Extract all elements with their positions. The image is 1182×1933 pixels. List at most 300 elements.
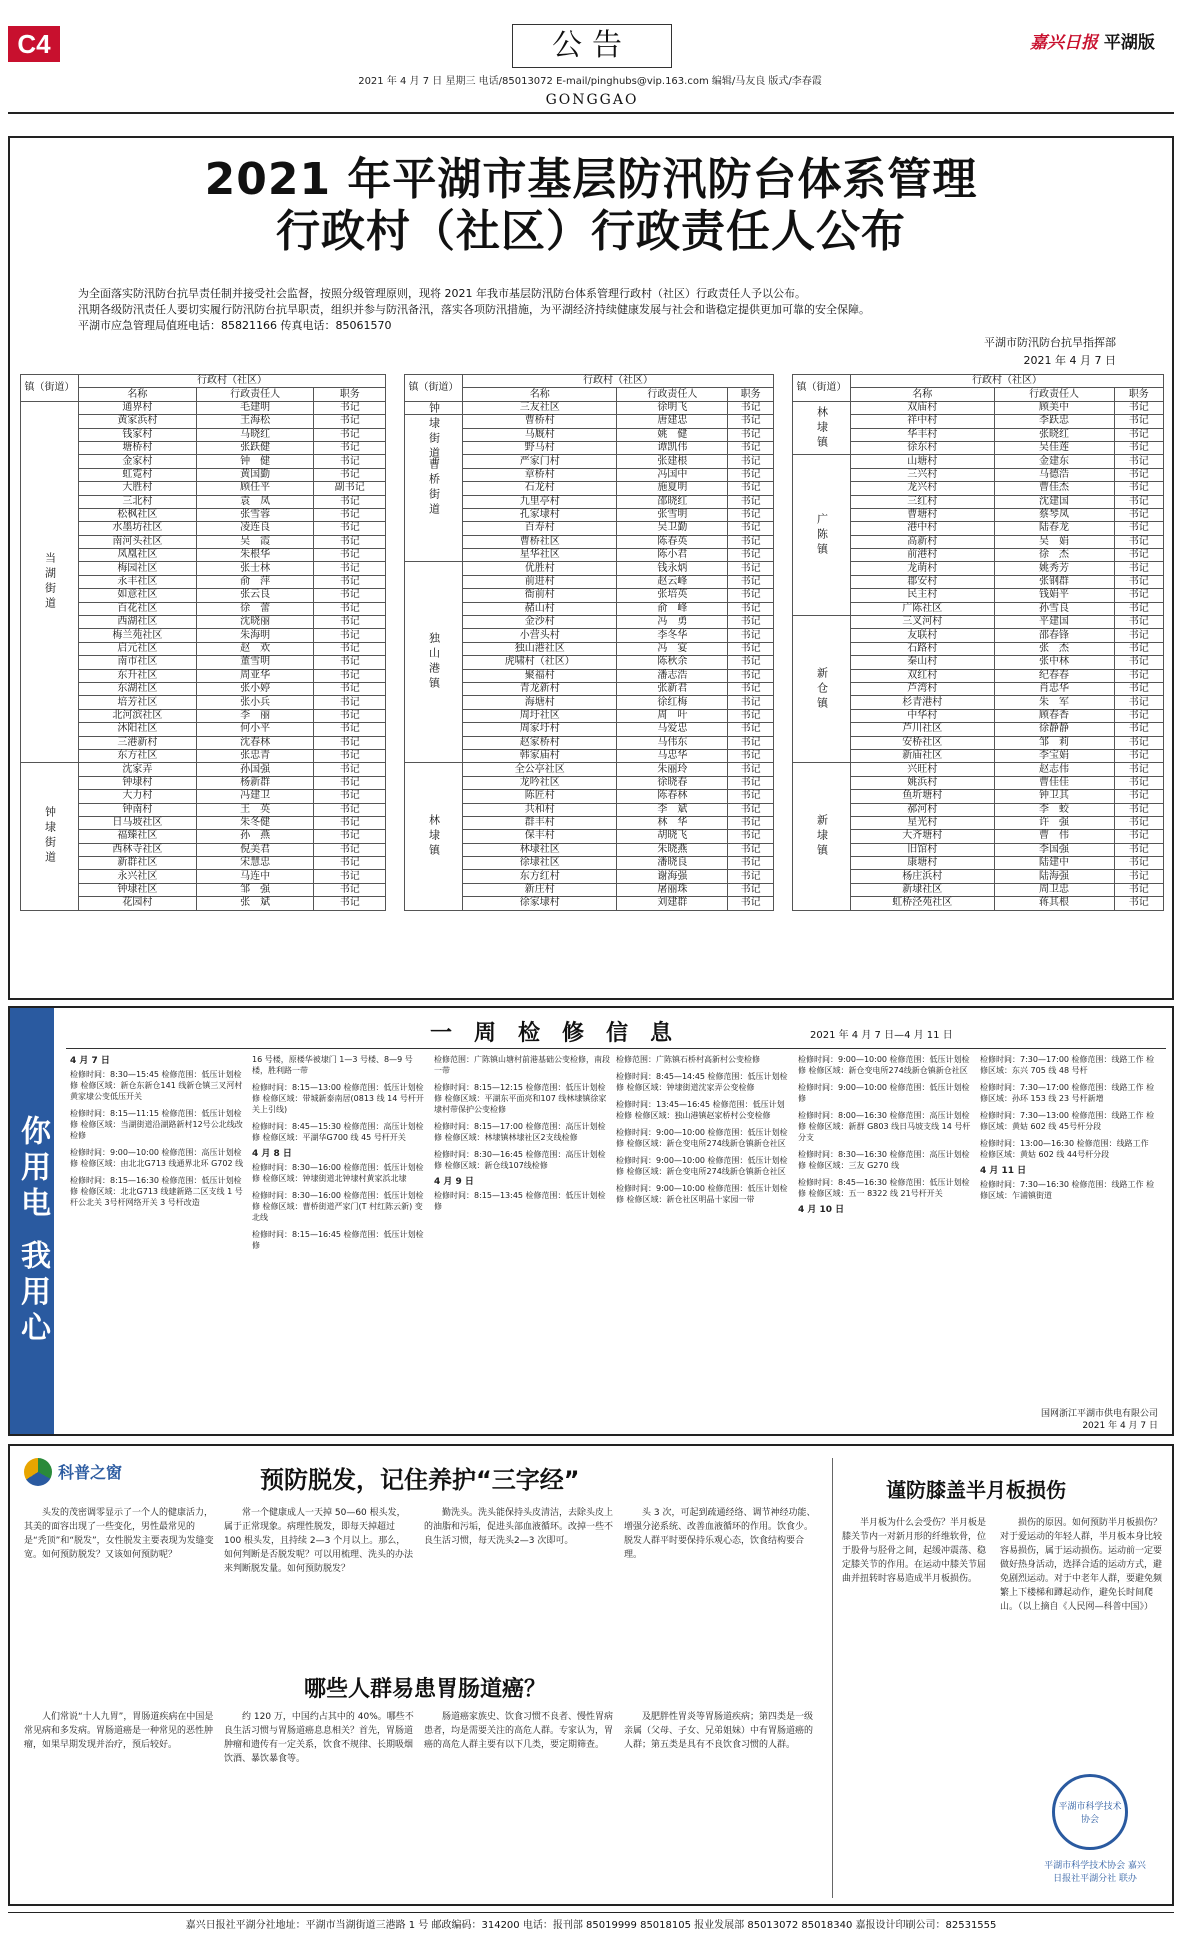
maintenance-entry: 16 号楼，原楼华被埭门 1—3 号楼、8—9 号楼，胜利路一带 [252, 1055, 413, 1075]
table-row [793, 455, 1164, 468]
duty-cell: 书记 [728, 696, 774, 709]
duty-cell: 书记 [728, 401, 774, 414]
village-cell: 东升社区 [79, 669, 197, 682]
duty-cell: 书记 [728, 602, 774, 615]
maintenance-entry: 检修时间：9:00—10:00 检修范围：低压计划检修 检修区域：新仓变电所274线新仓镇新仓社区 [616, 1128, 788, 1148]
duty-cell: 书记 [314, 562, 386, 575]
duty-cell: 书记 [1114, 616, 1163, 629]
person-cell: 李冬华 [617, 629, 728, 642]
duty-cell: 书记 [728, 575, 774, 588]
duty-cell: 书记 [314, 455, 386, 468]
duty-cell: 书记 [728, 562, 774, 575]
person-cell: 张建根 [617, 455, 728, 468]
village-cell: 凤凰社区 [79, 549, 197, 562]
maintenance-date: 4 月 10 日 [798, 1205, 845, 1215]
village-cell: 山塘村 [851, 455, 995, 468]
maintenance-entry: 检修时间：8:15—11:15 检修范围：低压计划检修 检修区域：当湖街道沿湖路新村12号公北线改检修 [70, 1109, 243, 1140]
page-code: C4 [8, 26, 60, 62]
table-row [21, 401, 386, 414]
village-cell: 小营头村 [463, 629, 617, 642]
village-cell: 钟埭社区 [79, 883, 197, 896]
duty-cell: 书记 [728, 428, 774, 441]
article-column: 半月板为什么会受伤？半月板是膝关节内一对新月形的纤维软骨，位于股骨与胫骨之间，起缓冲震荡、稳定膝关节的作用。在运动中膝关节屈曲并扭转时容易造成半月板损伤。 [842, 1518, 987, 1584]
village-cell: 花园村 [79, 897, 197, 910]
maintenance-entry: 检修时间：8:15—13:00 检修范围：低压计划检修 检修区域：带城新泰南居(0813 线 14 号杆开关上引线) [252, 1083, 424, 1114]
duty-cell: 书记 [1114, 575, 1163, 588]
duty-cell: 书记 [1114, 696, 1163, 709]
duty-cell: 书记 [314, 790, 386, 803]
village-cell: 梅兰苑社区 [79, 629, 197, 642]
person-cell: 张中林 [994, 656, 1114, 669]
article-column: 常一个健康成人一天掉 50—60 根头发，属于正常现象。病理性脱发，即每天掉超过 100 根头发，且持续 2—3 个月以上。那么，如何判断是否脱发呢？可以用梳理、洗头的办法来判断脱发量。如何预防脱发？ [224, 1508, 414, 1574]
page-footer: 嘉兴日报社平湖分社地址：平湖市当湖街道三港路 1 号 邮政编码：314200 电话：报刊部 85019999 85018105 报业发展部 85013072 85018340 嘉报设计印刷公司：82531555 [8, 1912, 1174, 1931]
duty-cell: 书记 [314, 616, 386, 629]
person-cell: 吴 娟 [994, 535, 1114, 548]
duty-cell: 书记 [314, 575, 386, 588]
maintenance-entry: 检修时间：8:30—16:30 检修范围：高压计划检修 检修区域：三友 G270 线 [798, 1150, 970, 1170]
village-cell: 全公亭社区 [463, 763, 617, 776]
village-cell: 曹桥村 [463, 415, 617, 428]
village-cell: 三叉河村 [851, 616, 995, 629]
person-cell: 张忠青 [196, 749, 314, 762]
article-column: 损伤的原因。如何预防半月板损伤？对于爱运动的年轻人群，半月板本身比较容易损伤，属于运动损伤。运动前一定要做好热身活动，选择合适的运动方式，避免剧烈运动。对于中老年人群，要避免频繁上下楼梯和蹲起动作，避免长时间爬山。（以上摘自《人民网—科普中国》） [1000, 1518, 1163, 1612]
person-cell: 曹佳杰 [994, 482, 1114, 495]
duty-cell: 书记 [728, 790, 774, 803]
duty-cell: 书记 [314, 857, 386, 870]
duty-cell: 书记 [728, 803, 774, 816]
duty-cell: 书记 [728, 857, 774, 870]
person-cell: 何小平 [196, 723, 314, 736]
article-title: 哪些人群易患胃肠道癌？ [304, 1677, 547, 1702]
maintenance-org: 国网浙江平湖市供电有限公司 [1040, 1409, 1158, 1419]
paper-edition: 平湖版 [1103, 33, 1155, 53]
maintenance-date: 4 月 11 日 [980, 1166, 1027, 1176]
duty-cell: 书记 [314, 736, 386, 749]
person-cell: 董雪明 [196, 656, 314, 669]
village-cell: 百花社区 [79, 602, 197, 615]
maintenance-column [798, 1054, 974, 1430]
village-cell: 九里亭村 [463, 495, 617, 508]
maintenance-entry: 检修时间：7:30—17:00 检修范围：线路工作 检修区域：孙环 153 线 23 号杆新增 [980, 1083, 1155, 1103]
village-cell: 金家村 [79, 455, 197, 468]
maintenance-side-banner: 你用电 我用心 [10, 1008, 54, 1434]
duty-cell: 书记 [728, 629, 774, 642]
duty-cell: 书记 [314, 763, 386, 776]
village-cell: 南市社区 [79, 656, 197, 669]
village-cell: 三兴村 [851, 468, 995, 481]
duty-cell: 书记 [1114, 401, 1163, 414]
person-cell: 张雪明 [617, 508, 728, 521]
maintenance-date: 4 月 7 日 [70, 1056, 110, 1066]
duty-cell: 书记 [1114, 709, 1163, 722]
duty-cell: 书记 [728, 816, 774, 829]
duty-cell: 书记 [1114, 803, 1163, 816]
person-cell: 邵春锋 [994, 629, 1114, 642]
village-cell: 衙前村 [463, 589, 617, 602]
person-cell: 姚 健 [617, 428, 728, 441]
person-cell: 张云良 [196, 589, 314, 602]
village-cell: 新庄村 [463, 883, 617, 896]
village-cell: 大胜村 [79, 482, 197, 495]
table-row [793, 616, 1164, 629]
maintenance-entry: 检修时间：8:30—15:45 检修范围：低压计划检修 检修区域：新仓东新仓141 线新仓镇三叉河村黄家埭公变低压开关 [70, 1070, 243, 1101]
maintenance-entry: 检修时间：7:30—16:30 检修范围：线路工作 检修区域：乍浦镇街道 [980, 1180, 1155, 1200]
village-cell: 韩家庙村 [463, 749, 617, 762]
col-village-group: 行政村（社区） [463, 375, 774, 388]
duty-cell: 书记 [1114, 816, 1163, 829]
duty-cell: 书记 [728, 736, 774, 749]
village-cell: 曹桥社区 [463, 535, 617, 548]
article-title: 预防脱发，记住养护“三字经” [260, 1466, 580, 1494]
duty-cell: 书记 [1114, 883, 1163, 896]
person-cell: 马忠华 [617, 749, 728, 762]
village-cell: 曹塘村 [851, 508, 995, 521]
duty-cell: 书记 [314, 723, 386, 736]
person-cell: 马爱忠 [617, 723, 728, 736]
village-cell: 马厩村 [463, 428, 617, 441]
person-cell: 钱娟平 [994, 589, 1114, 602]
duty-cell: 书记 [728, 656, 774, 669]
maintenance-entry: 检修时间：13:00—16:30 检修范围：线路工作 检修区域：黄姑 602 线 44号杆分段 [980, 1139, 1149, 1159]
person-cell: 赵 欢 [196, 642, 314, 655]
association-emblem-icon [1052, 1774, 1128, 1850]
person-cell: 曹佳佳 [994, 776, 1114, 789]
village-cell: 钱家村 [79, 428, 197, 441]
maintenance-entry: 检修时间：8:30—16:00 检修范围：低压计划检修 检修区域：钟埭街道北钟埭村黄家浜北埭 [252, 1163, 424, 1183]
maintenance-rule [66, 1048, 1166, 1049]
person-cell: 许 强 [994, 816, 1114, 829]
maintenance-entry: 检修时间：7:30—17:00 检修范围：线路工作 检修区域：东兴 705 线 48 号杆 [980, 1055, 1155, 1075]
duty-cell: 书记 [314, 816, 386, 829]
village-cell: 徐埭社区 [463, 857, 617, 870]
village-cell: 大力村 [79, 790, 197, 803]
col-town: 镇（街道） [405, 375, 463, 402]
village-cell: 徐东村 [851, 441, 995, 454]
article-column: 头 3 次，可起到疏通经络、调节神经功能、增强分泌系统、改善血液循环的作用。饮食少。脱发人群平时要保持乐观心态，饮食结构要合理。 [624, 1508, 816, 1560]
duty-cell: 书记 [314, 629, 386, 642]
duty-cell: 书记 [314, 776, 386, 789]
village-cell: 东方社区 [79, 749, 197, 762]
village-cell: 高新村 [851, 535, 995, 548]
village-cell: 赵家桥村 [463, 736, 617, 749]
table-row [405, 401, 774, 414]
notice-signature [984, 334, 1116, 370]
maintenance-entry: 检修时间：13:45—16:45 检修范围：低压计划检修 检修区域：独山港镇赵家桥村公变检修 [616, 1100, 785, 1120]
person-cell: 马伟东 [617, 736, 728, 749]
person-cell: 肖忠华 [994, 682, 1114, 695]
village-cell: 三红村 [851, 495, 995, 508]
village-cell: 虹霓村 [79, 468, 197, 481]
village-cell: 芦湾村 [851, 682, 995, 695]
maintenance-entry: 检修时间：8:15—12:15 检修范围：低压计划检修 检修区域：平湖东平面亮和107 线林埭镇徐家埭村带保护公变检修 [434, 1083, 607, 1114]
village-cell: 海塘村 [463, 696, 617, 709]
notice-section [8, 136, 1174, 1000]
maintenance-entry: 检修时间：9:00—10:00 检修范围：低压计划检修 检修区域：新仓变电所274线新仓镇新仓社区 [798, 1055, 970, 1075]
village-cell: 虹桥泾苑社区 [851, 897, 995, 910]
person-cell: 邹 强 [196, 883, 314, 896]
maintenance-entry: 检修时间：8:00—16:30 检修范围：高压计划检修 检修区域：新群 G803 线日马坡支线 14 号杆分支 [798, 1111, 971, 1142]
person-cell: 杨新群 [196, 776, 314, 789]
duty-cell: 书记 [314, 508, 386, 521]
person-cell: 张 斌 [196, 897, 314, 910]
village-cell: 赭山村 [463, 602, 617, 615]
maintenance-title: 一周检修信息 [430, 1020, 695, 1046]
person-cell: 邵晓红 [617, 495, 728, 508]
table-row [21, 763, 386, 776]
village-cell: 星华社区 [463, 549, 617, 562]
person-cell: 徐红梅 [617, 696, 728, 709]
maintenance-column [434, 1054, 610, 1430]
duty-cell: 书记 [314, 843, 386, 856]
maintenance-entry: 检修时间：9:00—10:00 检修范围：低压计划检修 检修区域：新仓变电所274线新仓镇新仓社区 [616, 1156, 788, 1176]
village-cell: 杨庄浜村 [851, 870, 995, 883]
person-cell: 陆建中 [994, 857, 1114, 870]
person-cell: 平建国 [994, 616, 1114, 629]
col-town: 镇（街道） [21, 375, 79, 402]
village-cell: 友联村 [851, 629, 995, 642]
village-cell: 通界村 [79, 401, 197, 414]
village-cell: 如意社区 [79, 589, 197, 602]
signer: 平湖市防汛防台抗旱指挥部 [984, 336, 1116, 349]
maintenance-entry: 检修时间：8:45—15:30 检修范围：高压计划检修 检修区域：平湖华G700 线 45 号杆开关 [252, 1122, 424, 1142]
person-cell: 沈晓丽 [196, 616, 314, 629]
person-cell: 沈春林 [196, 736, 314, 749]
duty-cell: 书记 [1114, 723, 1163, 736]
person-cell: 冯建卫 [196, 790, 314, 803]
village-cell: 钟埭村 [79, 776, 197, 789]
person-cell: 潘志浩 [617, 669, 728, 682]
duty-cell: 书记 [314, 602, 386, 615]
person-cell: 施夏明 [617, 482, 728, 495]
village-cell: 陈匠村 [463, 790, 617, 803]
duty-cell: 书记 [314, 522, 386, 535]
duty-cell: 书记 [728, 441, 774, 454]
person-cell: 谢海强 [617, 870, 728, 883]
town-cell: 独山港镇 [405, 562, 463, 763]
person-cell: 陈春林 [617, 790, 728, 803]
person-cell: 赵志伟 [994, 763, 1114, 776]
duty-cell: 书记 [314, 749, 386, 762]
person-cell: 胡晓飞 [617, 830, 728, 843]
person-cell: 陈小君 [617, 549, 728, 562]
intro-paragraph: 为全面落实防汛防台抗旱责任制并接受社会监督，按照分级管理原则，现将 2021 年我市基层防汛防台体系管理行政村（社区）行政责任人予以公布。 [78, 287, 806, 300]
maintenance-entry: 检修范围：广陈镇石桥村高新村公变检修 [616, 1055, 760, 1064]
village-cell: 水墨坊社区 [79, 522, 197, 535]
duty-cell: 书记 [1114, 482, 1163, 495]
village-cell: 百寿村 [463, 522, 617, 535]
village-cell: 杉青港村 [851, 696, 995, 709]
article-column: 人们常说“十人九胃”，胃肠道疾病在中国是常见病和多发病。胃肠道癌是一种常见的恶性肿瘤，如果早期发现并治疗，预后较好。 [24, 1712, 214, 1750]
duty-cell: 书记 [1114, 656, 1163, 669]
maintenance-entry: 检修时间：9:00—10:00 检修范围：低压计划检修 检修区域：新仓社区明晶十家园一带 [616, 1184, 788, 1204]
notice-title [10, 154, 1172, 258]
person-cell: 曹 伟 [994, 830, 1114, 843]
village-cell: 三港新村 [79, 736, 197, 749]
table-row [793, 763, 1164, 776]
person-cell: 蒋其根 [994, 897, 1114, 910]
village-cell: 虎啸村（社区） [463, 656, 617, 669]
village-cell: 青龙新村 [463, 682, 617, 695]
person-cell: 宋慧忠 [196, 857, 314, 870]
person-cell: 冯国中 [617, 468, 728, 481]
person-cell: 邹 莉 [994, 736, 1114, 749]
duty-cell: 书记 [728, 723, 774, 736]
village-cell: 周圩社区 [463, 709, 617, 722]
village-cell: 广陈社区 [851, 602, 995, 615]
person-cell: 孙国强 [196, 763, 314, 776]
person-cell: 孙雪良 [994, 602, 1114, 615]
village-cell: 姚浜村 [851, 776, 995, 789]
duty-cell: 书记 [728, 763, 774, 776]
person-cell: 毛建明 [196, 401, 314, 414]
person-cell: 孙 燕 [196, 830, 314, 843]
village-cell: 郡安村 [851, 575, 995, 588]
duty-cell: 书记 [1114, 790, 1163, 803]
person-cell: 顾美中 [994, 401, 1114, 414]
person-cell: 谭凯伟 [617, 441, 728, 454]
village-cell: 章桥村 [463, 468, 617, 481]
maintenance-entry: 检修时间：8:15—13:45 检修范围：低压计划检修 [434, 1191, 606, 1211]
town-cell: 林埭镇 [793, 401, 851, 455]
person-cell: 李 斌 [617, 803, 728, 816]
duty-cell: 书记 [1114, 415, 1163, 428]
duty-cell: 书记 [1114, 682, 1163, 695]
duty-cell: 书记 [728, 709, 774, 722]
maintenance-section [8, 1006, 1174, 1436]
village-cell: 前港村 [851, 549, 995, 562]
maintenance-entry: 检修范围：广陈镇山塘村前港基础公变检修，南段一带 [434, 1055, 610, 1075]
person-cell: 屠丽珠 [617, 883, 728, 896]
person-cell: 徐明飞 [617, 401, 728, 414]
paper-brand: 嘉兴日报 [1030, 33, 1098, 53]
col-duty: 职务 [1114, 388, 1163, 401]
duty-cell: 书记 [314, 495, 386, 508]
person-cell: 唐建忠 [617, 415, 728, 428]
duty-cell: 书记 [314, 468, 386, 481]
col-name: 名称 [79, 388, 197, 401]
notice-title-line2: 行政村（社区）行政责任人公布 [276, 206, 906, 257]
village-cell: 独山港社区 [463, 642, 617, 655]
duty-cell: 书记 [1114, 669, 1163, 682]
village-cell: 康塘村 [851, 857, 995, 870]
duty-cell: 书记 [314, 682, 386, 695]
duty-cell: 书记 [728, 843, 774, 856]
responsible-table-2 [404, 374, 774, 911]
village-cell: 金沙村 [463, 616, 617, 629]
town-cell: 广陈镇 [793, 455, 851, 616]
person-cell: 顾春香 [994, 709, 1114, 722]
person-cell: 马连中 [196, 870, 314, 883]
maintenance-entry: 检修时间：8:15—16:30 检修范围：低压计划检修 检修区域：北北G713 线建新路二区支线 1 号杆公北关 3号杆网络开关 3 号杆改造 [70, 1176, 243, 1207]
person-cell: 朱丽玲 [617, 763, 728, 776]
maintenance-entry: 检修时间：9:00—10:00 检修范围：高压计划检修 检修区域：由北北G713 线通界北环 G702 线 [70, 1148, 244, 1168]
person-cell: 徐晓春 [617, 776, 728, 789]
person-cell: 冯 勇 [617, 616, 728, 629]
duty-cell: 书记 [314, 549, 386, 562]
village-cell: 严家门村 [463, 455, 617, 468]
person-cell: 徐静静 [994, 723, 1114, 736]
person-cell: 张新君 [617, 682, 728, 695]
duty-cell: 书记 [314, 897, 386, 910]
notice-intro [78, 286, 1128, 334]
person-cell: 李跃忠 [994, 415, 1114, 428]
sign-date: 2021 年 4 月 7 日 [1023, 354, 1116, 367]
maintenance-date: 4 月 8 日 [252, 1149, 292, 1159]
village-cell: 松枫社区 [79, 508, 197, 521]
village-cell: 石龙村 [463, 482, 617, 495]
person-cell: 徐 蕾 [196, 602, 314, 615]
duty-cell: 书记 [728, 897, 774, 910]
col-town: 镇（街道） [793, 375, 851, 402]
duty-cell: 书记 [728, 883, 774, 896]
duty-cell: 书记 [1114, 441, 1163, 454]
person-cell: 俞 萍 [196, 575, 314, 588]
duty-cell: 书记 [728, 776, 774, 789]
duty-cell: 书记 [728, 870, 774, 883]
village-cell: 日马坡社区 [79, 816, 197, 829]
duty-cell: 书记 [1114, 562, 1163, 575]
person-cell: 钟卫其 [994, 790, 1114, 803]
person-cell: 张培英 [617, 589, 728, 602]
article-column: 肠道癌家族史、饮食习惯不良者、慢性胃病患者，均是需要关注的高危人群。专家认为，胃癌的高危人群主要有以下几类，要定期筛查。 [424, 1712, 614, 1750]
village-cell: 华丰村 [851, 428, 995, 441]
duty-cell: 书记 [314, 870, 386, 883]
duty-cell: 书记 [314, 669, 386, 682]
village-cell: 塘桥村 [79, 441, 197, 454]
duty-cell: 书记 [1114, 428, 1163, 441]
person-cell: 潘晓良 [617, 857, 728, 870]
section-box [512, 24, 672, 68]
table-row [793, 401, 1164, 414]
duty-cell: 书记 [728, 535, 774, 548]
village-cell: 秦山村 [851, 656, 995, 669]
person-cell: 马晓红 [196, 428, 314, 441]
duty-cell: 书记 [1114, 589, 1163, 602]
person-cell: 陆海强 [994, 870, 1114, 883]
village-cell: 北河滨社区 [79, 709, 197, 722]
duty-cell: 书记 [1114, 736, 1163, 749]
maintenance-entry: 检修时间：8:15—17:00 检修范围：高压计划检修 检修区域：林埭镇林埭社区2支线检修 [434, 1122, 606, 1142]
duty-cell: 书记 [1114, 749, 1163, 762]
village-cell: 兴旺村 [851, 763, 995, 776]
village-cell: 新庙社区 [851, 749, 995, 762]
person-cell: 姚秀芳 [994, 562, 1114, 575]
village-cell: 祥中村 [851, 415, 995, 428]
village-cell: 新埭社区 [851, 883, 995, 896]
col-duty: 职务 [314, 388, 386, 401]
person-cell: 周亚华 [196, 669, 314, 682]
town-cell: 林埭镇 [405, 763, 463, 910]
village-cell: 沐阳社区 [79, 723, 197, 736]
person-cell: 张 杰 [994, 642, 1114, 655]
village-cell: 梅园社区 [79, 562, 197, 575]
duty-cell: 书记 [314, 696, 386, 709]
person-cell: 吴 霞 [196, 535, 314, 548]
duty-cell: 书记 [1114, 763, 1163, 776]
person-cell: 袁 凤 [196, 495, 314, 508]
person-cell: 黄国勤 [196, 468, 314, 481]
village-cell: 三北村 [79, 495, 197, 508]
person-cell: 徐 杰 [994, 549, 1114, 562]
intro-paragraph: 平湖市应急管理局值班电话：85821166 传真电话：85061570 [78, 319, 392, 332]
village-cell: 林埭社区 [463, 843, 617, 856]
duty-cell: 书记 [314, 642, 386, 655]
person-cell: 钱永炳 [617, 562, 728, 575]
village-cell: 双庙村 [851, 401, 995, 414]
village-cell: 民主村 [851, 589, 995, 602]
person-cell: 陆春龙 [994, 522, 1114, 535]
person-cell: 陈秋余 [617, 656, 728, 669]
